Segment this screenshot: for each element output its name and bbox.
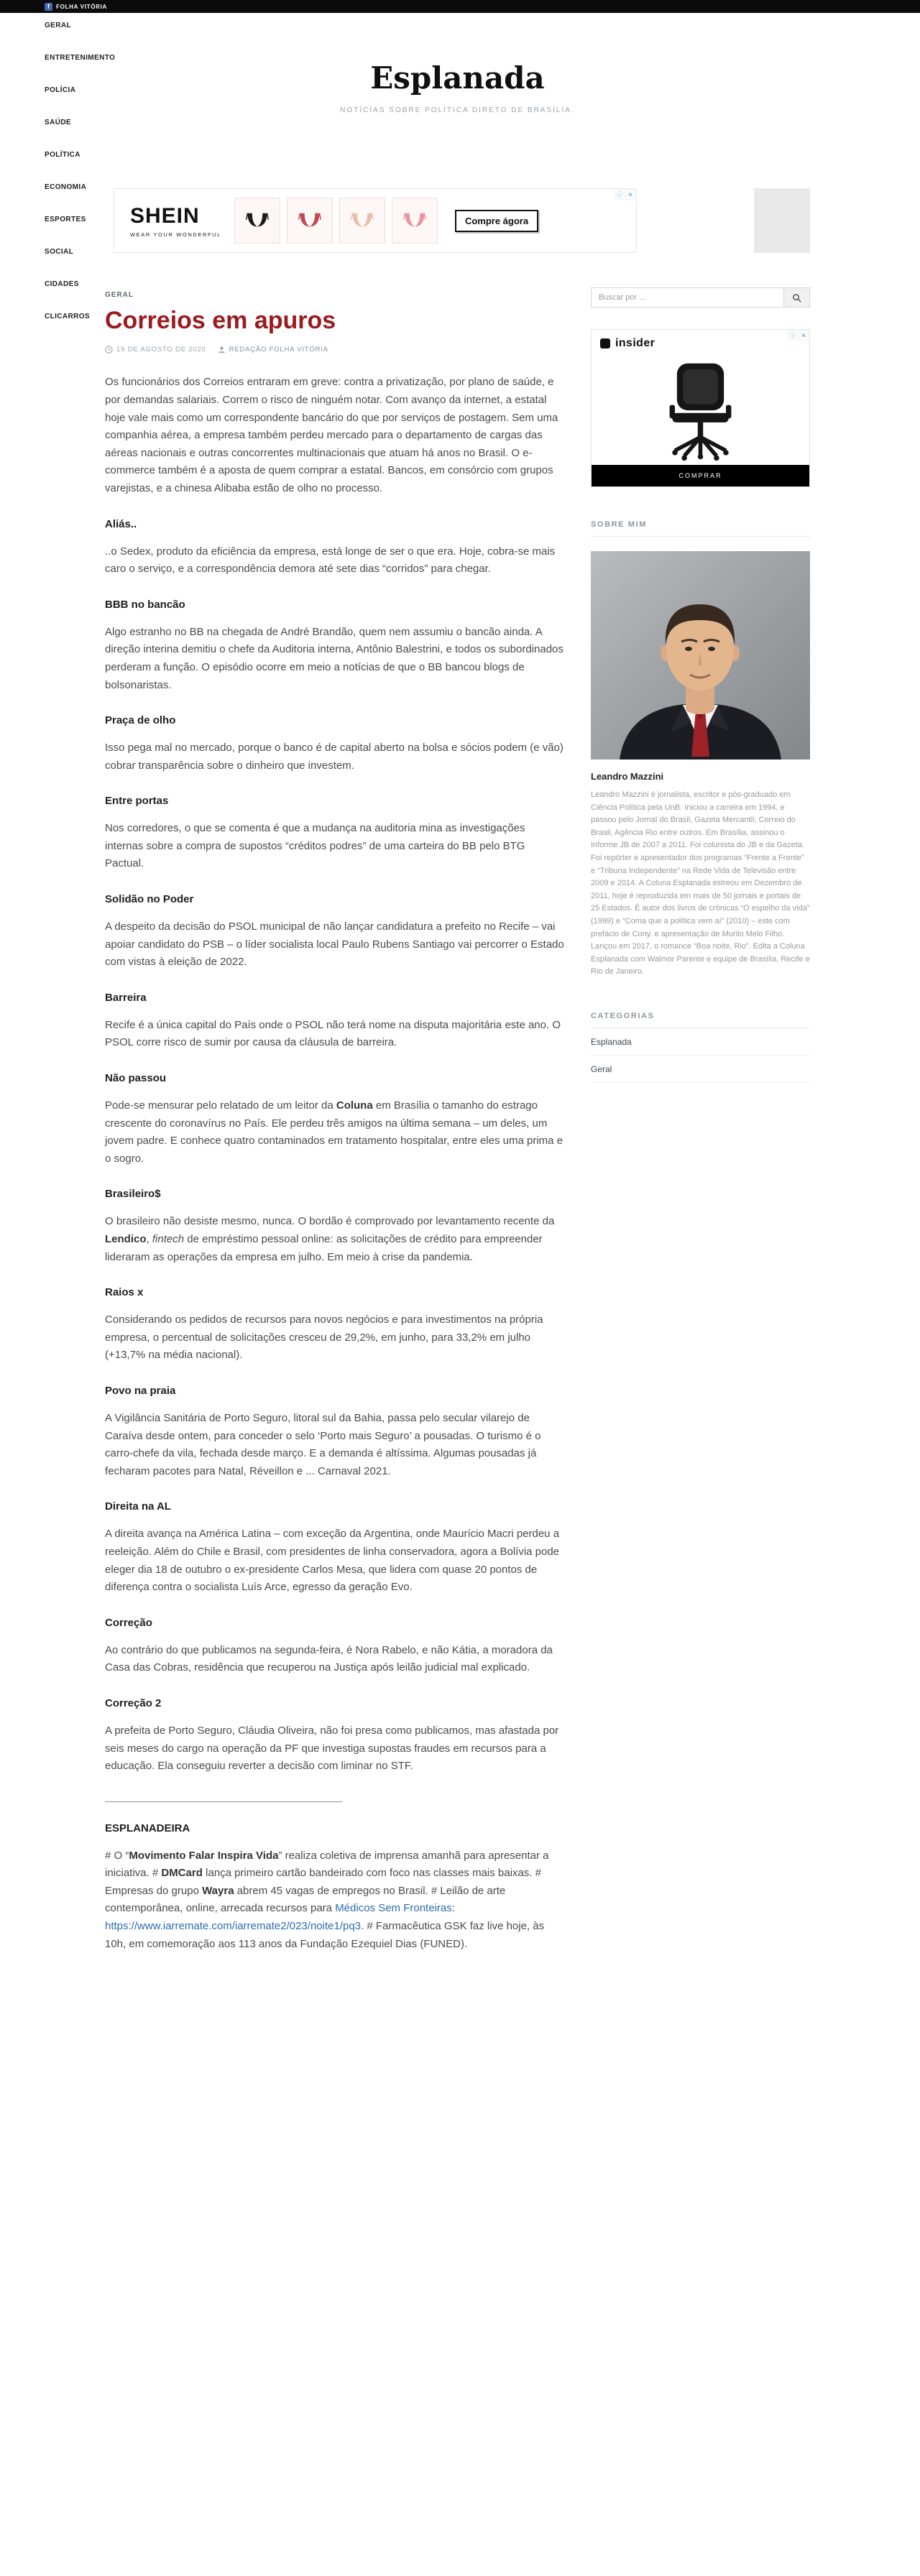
shein-brand: SHEIN — [130, 203, 200, 228]
ad-product-image[interactable] — [234, 198, 280, 244]
adchoices-icon[interactable]: ⓘ — [788, 331, 798, 341]
text-run: Pode-se mensurar pelo relatado de um leitor da — [105, 1099, 336, 1112]
ad-close-icon[interactable]: ✕ — [625, 190, 635, 200]
section-heading: Raios x — [105, 1286, 144, 1299]
insider-header — [592, 330, 809, 357]
nav-item[interactable]: GERAL — [45, 22, 71, 29]
lingerie-icon — [349, 211, 375, 231]
ad-product-image[interactable] — [339, 198, 385, 244]
section-heading: Correção 2 — [105, 1696, 162, 1709]
shein-ad-banner[interactable] — [114, 188, 637, 253]
search-button[interactable] — [784, 287, 810, 308]
section-paragraph — [105, 1410, 565, 1480]
site-brand[interactable]: FOLHA VITÓRIA — [56, 3, 108, 10]
inline-link[interactable]: Médicos Sem Fronteiras — [335, 1902, 452, 1915]
text-run: Isso pega mal no mercado, porque o banco é de capital aberto na bolsa e sócios podem (e vão) cobrar transparência sobre o dinheiro que investem. — [105, 742, 564, 772]
text-run: Movimento Falar Inspira Vida — [129, 1849, 279, 1862]
text-run: Nos corredores, o que se comenta é que a mudança na auditoria mina as investigações internas sobre a compra de supostos “créditos podres” de uma carteira do BB pelo BTG Pactual. — [105, 822, 525, 870]
insider-brand: insider — [615, 337, 656, 349]
ad-banner-row — [105, 188, 810, 253]
post-body — [105, 374, 565, 1953]
text-run: ..o Sedex, produto da eficiência da empresa, está longe de ser o que era. Hoje, cobra-se mais caro o serviço, e a correspondência demora até sete dias “corridos” para chegar. — [105, 545, 556, 576]
article-section — [105, 795, 565, 873]
article-section — [105, 1500, 565, 1596]
nav-item[interactable]: ESPORTES — [45, 216, 86, 223]
article-sections — [105, 518, 565, 1776]
text-run: O brasileiro não desiste mesmo, nunca. O bordão é comprovado por levantamento recente da — [105, 1215, 555, 1228]
section-paragraph — [105, 1642, 565, 1677]
insider-logo-icon — [600, 338, 610, 348]
article-section — [105, 1697, 565, 1776]
section-heading: Praça de olho — [105, 714, 176, 727]
categories-widget — [591, 1012, 810, 1083]
nav-item[interactable]: POLÍTICA — [45, 151, 80, 159]
text-run: . # Farmacêutica GSK faz live hoje, às 10h, em comemoração aos 113 anos da Fundação Ezequiel Dias (FUNED). — [105, 1920, 545, 1950]
sidebar — [591, 287, 810, 1083]
text-run: Considerando os pedidos de recursos para novos negócios e para investimentos na própria empresa, o percentual de solicitações cresceu de 29,2%, em junho, para 33,2% em julho (+13,7% na média nacional). — [105, 1314, 543, 1362]
post-date-text: 19 DE AGOSTO DE 2020 — [116, 346, 206, 354]
section-heading: Entre portas — [105, 795, 169, 808]
article — [105, 287, 565, 1970]
section-heading: Não passou — [105, 1072, 167, 1085]
esplanadeira-paragraph — [105, 1847, 565, 1954]
topbar — [0, 0, 920, 13]
text-run: DMCard — [161, 1867, 203, 1880]
section-heading: Aliás.. — [105, 517, 137, 530]
clock-icon — [105, 346, 113, 354]
ad-cta-button[interactable]: Compre ágora — [455, 210, 538, 232]
adchoices-icon[interactable]: ⓘ — [615, 190, 625, 200]
lingerie-icon — [244, 211, 270, 231]
search-input[interactable] — [591, 287, 784, 308]
article-section — [105, 992, 565, 1052]
esplanadeira-heading: ESPLANADEIRA — [105, 1822, 190, 1834]
author-photo — [591, 551, 810, 760]
post-author[interactable] — [218, 346, 328, 354]
nav-item[interactable]: POLÍCIA — [45, 86, 76, 94]
post-byline — [105, 346, 565, 354]
section-paragraph — [105, 1097, 565, 1168]
text-run: Wayra — [202, 1884, 234, 1897]
text-run: Lendico — [105, 1233, 147, 1246]
text-run: abrem 45 vagas de empregos no Brasil. # Leilão de arte contemporânea, online, arrecada recursos para — [105, 1884, 506, 1915]
article-section — [105, 1072, 565, 1168]
section-paragraph — [105, 1311, 565, 1365]
author-name: Leandro Mazzini — [591, 771, 664, 782]
blog-subtitle: NOTÍCIAS SOBRE POLÍTICA DIRETO DE BRASÍLIA. — [340, 106, 575, 114]
inline-link[interactable]: https://www.iarremate.com/iarremate2/023/noite1/pq3 — [105, 1920, 362, 1933]
section-heading: Direita na AL — [105, 1500, 171, 1513]
text-run: A direita avança na América Latina – com exceção da Argentina, onde Maurício Macri perdeu a reeleição. Além do Chile e Brasil, com presidentes de linha conservadora, agora a Bolívia pode eleger dia 18 de outubro o ex-presidente Carlos Mesa, que lidera com quase 20 pontos de diferença contra o socialista Luís Arce, egresso da geração Evo. — [105, 1528, 560, 1594]
category-link[interactable]: Geral — [591, 1056, 810, 1083]
ad-product-image[interactable] — [392, 198, 438, 244]
section-heading: BBB no bancão — [105, 598, 185, 611]
section-paragraph — [105, 1213, 565, 1266]
blog-title[interactable]: Esplanada — [370, 60, 545, 96]
text-run: Ao contrário do que publicamos na segunda-feira, é Nora Rabelo, e não Kátia, a moradora da Casa das Cobras, residência que recuperou na Justiça após leilão judicial mal explicado. — [105, 1643, 553, 1674]
section-paragraph — [105, 1017, 565, 1052]
section-heading: Povo na praia — [105, 1384, 176, 1397]
facebook-icon[interactable]: f — [45, 3, 52, 11]
nav-item[interactable]: SAÚDE — [45, 119, 72, 126]
article-section — [105, 1617, 565, 1677]
article-section — [105, 1188, 565, 1266]
article-section — [105, 1286, 565, 1365]
section-heading: Barreira — [105, 991, 147, 1004]
category-link[interactable]: Esplanada — [591, 1028, 810, 1056]
search-box — [591, 287, 810, 308]
nav-item[interactable]: ENTRETENIMENTO — [45, 54, 116, 62]
about-widget — [591, 520, 810, 979]
text-run: # O “ — [105, 1849, 129, 1862]
text-run: : — [451, 1902, 455, 1915]
text-run: ” realiza coletiva de imprensa amanhã para apresentar a iniciativa. # — [105, 1849, 549, 1880]
post-author-text: REDAÇÃO FOLHA VITÓRIA — [229, 346, 328, 354]
lingerie-icon — [402, 211, 428, 231]
shein-tagline: WEAR YOUR WONDERFUL — [130, 231, 221, 238]
page-content — [105, 13, 810, 1970]
ad-badges — [788, 331, 809, 341]
section-heading: Correção — [105, 1616, 152, 1629]
section-paragraph — [105, 1722, 565, 1776]
section-paragraph — [105, 918, 565, 971]
article-section — [105, 1385, 565, 1480]
nav-item[interactable]: CIDADES — [45, 280, 79, 288]
section-paragraph — [105, 820, 565, 873]
text-run: lança primeiro cartão bandeirado com foco nas classes mais baixas. # Empresas do grupo — [105, 1867, 541, 1897]
insider-ad[interactable] — [591, 329, 810, 487]
user-icon — [218, 346, 226, 354]
section-paragraph — [105, 624, 565, 694]
text-run: fintech — [152, 1233, 185, 1246]
search-icon — [792, 293, 801, 303]
section-heading: Solidão no Poder — [105, 893, 194, 906]
lingerie-icon — [297, 211, 323, 231]
text-run: Recife é a única capital do País onde o PSOL não terá nome na disputa majoritária este ano. O PSOL corre risco de sumir por causa da cláusula de barreira. — [105, 1018, 561, 1049]
post-category[interactable]: GERAL — [105, 291, 134, 299]
text-run: em Brasília o tamanho do estrago crescente do coronavírus no País. Ele perdeu três amigos na última semana – um deles, um jovem padre. E conhece quatro contaminados em tratamento hospitalar, entre eles uma prima e o sogro. — [105, 1099, 564, 1165]
text-run: A despeito da decisão do PSOL municipal de não lançar candidatura a prefeito no Recife – vai apoiar candidato do PSB – o líder socialista local Paulo Rubens Santiago vai percorrer o Estado com vistas à eleição de 2022. — [105, 920, 564, 969]
article-section — [105, 714, 565, 775]
text-run: Algo estranho no BB na chegada de André Brandão, quem nem assumiu o bancão ainda. A direção interina demitiu o chefe da Auditoria interna, Antônio Balestrini, e todos os subordinados perderam a função. O episódio ocorre em meio a notícias de que o BB bancou blogs de bolsonaristas. — [105, 625, 564, 691]
article-section — [105, 893, 565, 971]
section-heading: Brasileiro$ — [105, 1188, 161, 1201]
categories-list — [591, 1028, 810, 1083]
ad-badges — [615, 190, 635, 200]
article-section — [105, 599, 565, 694]
article-section — [105, 518, 565, 578]
insider-cta-button[interactable]: COMPRAR — [592, 465, 809, 486]
shein-logo-block — [114, 204, 234, 238]
nav-item[interactable]: ECONOMIA — [45, 183, 87, 191]
section-divider — [105, 1801, 342, 1802]
ad-close-icon[interactable]: ✕ — [799, 331, 809, 341]
content-columns — [105, 287, 810, 1970]
about-heading: SOBRE MIM — [591, 520, 810, 537]
ad-product-image[interactable] — [287, 198, 333, 244]
insider-product-image — [592, 357, 809, 465]
section-paragraph — [105, 543, 565, 578]
post-title: Correios em apuros — [105, 307, 336, 334]
author-bio: Leandro Mazzini é jornalista, escritor e pós-graduado em Ciência Política pela UnB. Iniciou a carreira em 1994, e passou pelo Jornal do Brasil, Gazeta Mercantil, Correio do Brasil, Agência Rio entre outros. Em Brasília, assinou o Informe JB de 2007 a 2011. Foi colunista do JB e da Gazeta. Foi repórter e apresentador dos programas “Frente a Frente” e “Tribuna Independente” na Rede Vida de Televisão entre 2009 e 2014. A Coluna Esplanada estreou em Dezembro de 2011, hoje é reproduzida em mais de 50 jornais e portais de 25 Estados. É autor dos livros de crônicas “O espelho da vida” (1999) e “Coma que a política vem aí” (2010) – este com prefácio de Cony, e apresentação de Murilo Melo Filho. Lançou em 2017, o romance “Boa noite, Rio”. Edita a Coluna Esplanada com Walmor Parente e equipe de Brasília, Recife e Rio de Janeiro. — [591, 790, 810, 977]
text-run: , — [146, 1233, 152, 1246]
text-run: A prefeita de Porto Seguro, Cláudia Oliveira, não foi presa como publicamos, mas afastada por seis meses do cargo na operação da PF que investiga supostas fraudes em recursos para a educação. Ela conseguiu reverter a decisão com liminar no STF. — [105, 1724, 559, 1773]
text-run: Coluna — [336, 1099, 373, 1112]
categories-heading: CATEGORIAS — [591, 1012, 810, 1028]
nav-item[interactable]: SOCIAL — [45, 248, 74, 256]
chair-image — [652, 361, 749, 461]
section-paragraph — [105, 739, 565, 775]
intro-paragraph: Os funcionários dos Correios entraram em greve: contra a privatização, por plano de saúde, e por demandas salariais. Correm o risco de ninguém notar. Com avanço da internet, a estatal hoje vale mais como um correspondente bancário do que por serviços de postagem. Sem uma companhia aérea, a empresa também perdeu mercado para o departamento de cargas das aéreas nacionais e outras concorrentes multinacionais que atuam há anos no Brasil. O e-commerce também é a aposta de quem comprar a estatal. Bancos, em consórcio com grupos varejistas, e a chinesa Alibaba estão de olho no processo. — [105, 376, 558, 494]
text-run: A Vigilância Sanitária de Porto Seguro, litoral sul da Bahia, passa pelo secular vilarejo de Caraíva desde ontem, para conceder o selo ‘Porto mais Seguro’ a pousadas. O turismo é o carro-chefe da vila, fechada desde março. E a demanda é altíssima. Algumas pousadas já fecharam pacotes para Natal, Réveillon e ... Carnaval 2021. — [105, 1411, 541, 1477]
nav-item[interactable]: CLICARROS — [45, 313, 91, 320]
masthead — [105, 13, 810, 114]
post-date — [105, 346, 206, 354]
ad-placeholder-box — [754, 188, 810, 253]
ad-product-tiles — [234, 198, 438, 244]
section-paragraph — [105, 1525, 565, 1596]
text-run: de empréstimo pessoal online: as solicitações de crédito para empreender lideraram as operações da empresa em julho. Em meio à crise da pandemia. — [105, 1233, 543, 1263]
